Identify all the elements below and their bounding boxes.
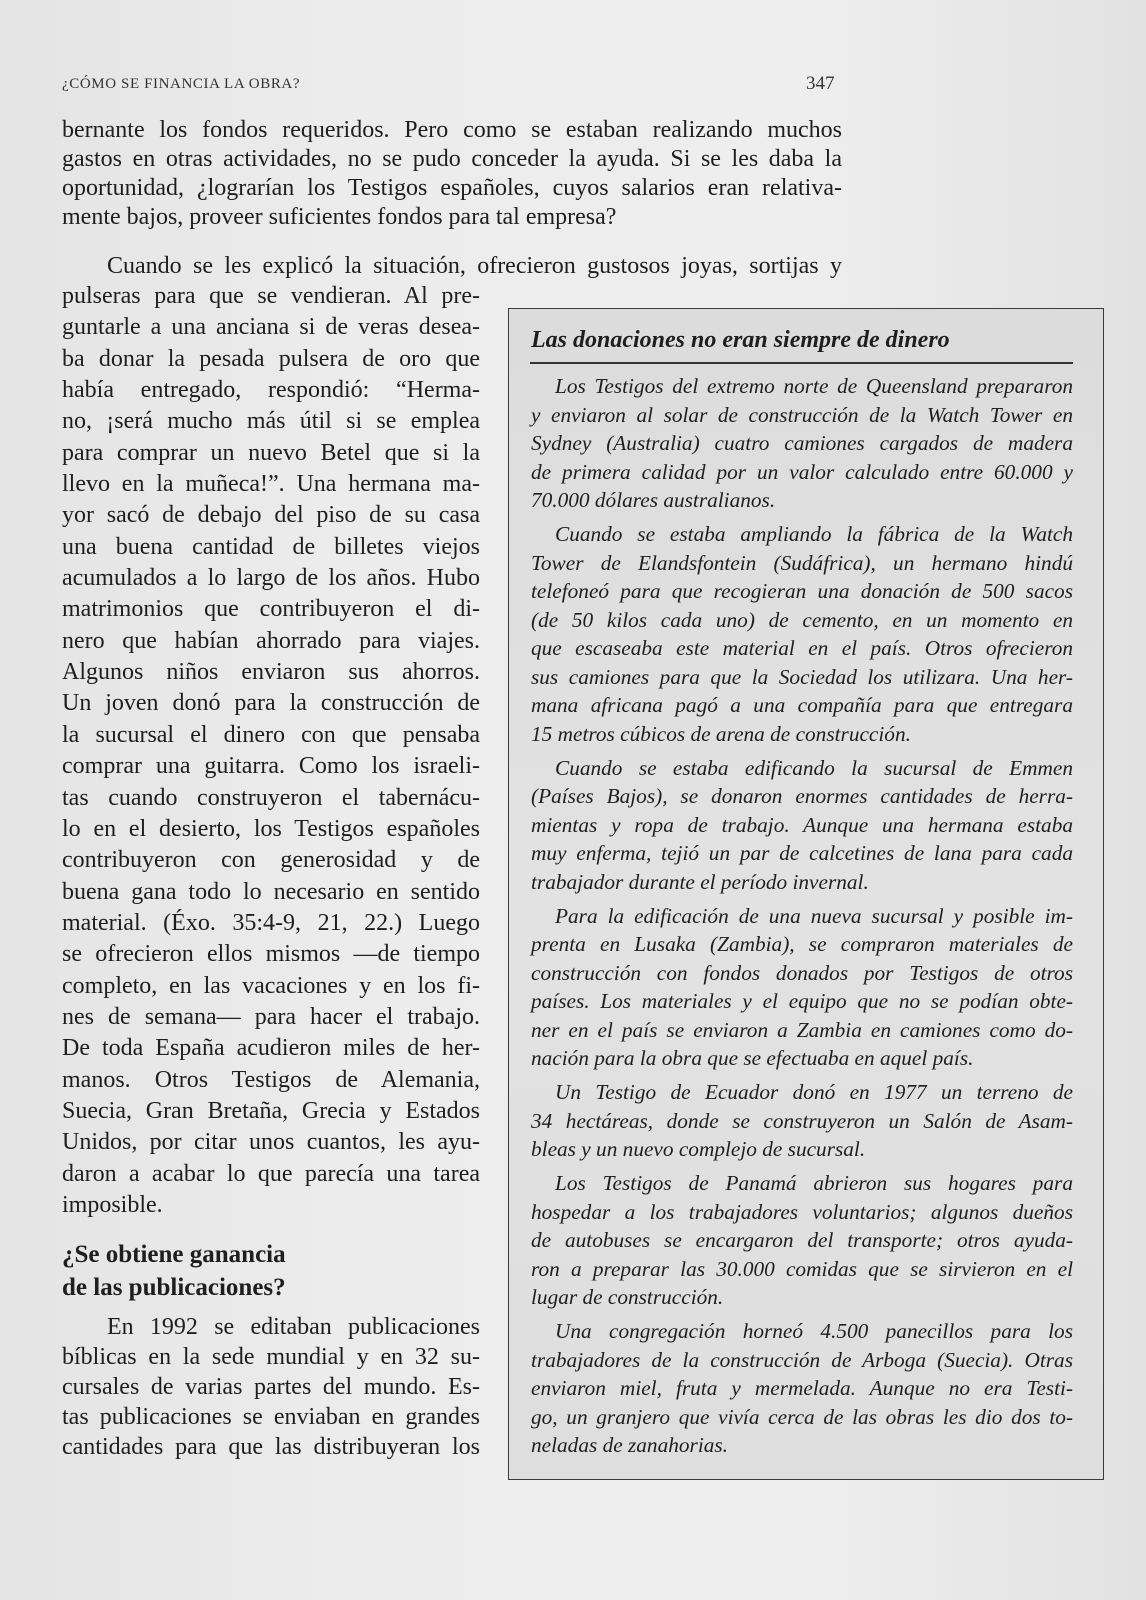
text-line: comprar una guitarra. Como los israeli- [62, 753, 480, 780]
text-line: contribuyeron con generosidad y de [62, 847, 480, 874]
text-line: ron a preparar las 30.000 comidas que se sirvieron en el [531, 1256, 1073, 1281]
text-line: tas cuando construyeron el tabernácu- [62, 784, 480, 811]
text-line: la sucursal el dinero con que pensaba [62, 721, 480, 748]
text-line: telefoneó para que recogieran una donación de 500 sacos [531, 579, 1073, 603]
text-line: 15 metros cúbicos de arena de construcción. [531, 721, 911, 746]
text-line: países. Los materiales y el equipo que no se podían obte- [531, 989, 1073, 1013]
text-line: Un joven donó para la construcción de [62, 690, 480, 717]
text-line: hospedar a los trabajadores voluntarios; algunos dueños [531, 1199, 1073, 1224]
text-line: nes de semana— para hacer el trabajo. [62, 1003, 480, 1030]
box-paragraph [531, 1078, 1073, 1164]
text-line: y enviaron al solar de construcción de la Watch Tower en [531, 402, 1073, 427]
text-line: De toda España acudieron miles de her- [62, 1035, 480, 1062]
text-line: En 1992 se editaban publicaciones [107, 1314, 480, 1340]
text-line: yor sacó de debajo del piso de su casa [62, 502, 480, 529]
text-line: gastos en otras actividades, no se pudo conceder la ayuda. Si se les daba la [62, 146, 842, 172]
box-body [531, 372, 1073, 1465]
text-line: lugar de construcción. [531, 1285, 724, 1309]
box-paragraph [531, 754, 1073, 897]
text-line: material. (Éxo. 35:4-9, 21, 22.) Luego [62, 909, 480, 936]
text-line: Algunos niños enviaron sus ahorros. [62, 659, 480, 686]
text-line: Para la edificación de una nueva sucursal y posible im- [555, 903, 1073, 928]
text-line: había entregado, respondió: “Herma- [62, 377, 480, 404]
text-line: nero que habían ahorrado para viajes. [62, 627, 480, 654]
paragraph-publications [62, 1312, 480, 1462]
text-line: bernante los fondos requeridos. Pero como se estaban realizando muchos [62, 117, 842, 143]
text-line: de primera calidad por un valor calculado entre 60.000 y [531, 459, 1073, 484]
text-line: mientas y ropa de trabajo. Aunque una hermana estaba [531, 812, 1073, 837]
text-line: matrimonios que contribuyeron el di- [62, 596, 480, 623]
text-line: Una congregación horneó 4.500 panecillos para los [555, 1319, 1073, 1343]
box-paragraph [531, 1317, 1073, 1460]
text-line: que escaseaba este material en el país. Otros ofrecieron [531, 636, 1073, 660]
text-line: Un Testigo de Ecuador donó en 1977 un terreno de [555, 1080, 1073, 1104]
text-line: acumulados a lo largo de los años. Hubo [62, 565, 480, 592]
text-line: para comprar un nuevo Betel que si la [62, 439, 480, 466]
text-line: ner en el país se enviaron a Zambia en camiones como do- [531, 1017, 1073, 1042]
text-line: Suecia, Gran Bretaña, Grecia y Estados [62, 1097, 480, 1124]
page-number: 347 [806, 73, 835, 94]
text-line: buena gana todo lo necesario en sentido [62, 878, 480, 905]
text-line: Cuando se estaba edificando la sucursal de Emmen [555, 755, 1073, 780]
text-line: Cuando se les explicó la situación, ofrecieron gustosos joyas, sortijas y [107, 253, 842, 279]
box-title: Las donaciones no eran siempre de dinero [531, 327, 950, 353]
text-line: Los Testigos del extremo norte de Queensland prepararon [555, 374, 1073, 398]
text-line: mente bajos, proveer suficientes fondos para tal empresa? [62, 204, 617, 230]
text-line: daron a acabar lo que parecía una tarea [62, 1160, 480, 1187]
text-line: sus camiones para que la Sociedad los utilizara. Una her- [531, 664, 1073, 689]
text-line: Los Testigos de Panamá abrieron sus hogares para [555, 1171, 1073, 1195]
text-line: go, un granjero que vivía cerca de las obras les dio dos to- [531, 1404, 1073, 1429]
text-line: trabajador durante el período invernal. [531, 869, 869, 894]
text-line: se ofrecieron ellos mismos —de tiempo [62, 941, 480, 968]
box-paragraph [531, 902, 1073, 1073]
box-paragraph [531, 520, 1073, 748]
text-line: trabajadores de la construcción de Arboga (Suecia). Otras [531, 1347, 1073, 1372]
text-line: Cuando se estaba ampliando la fábrica de la Watch [555, 522, 1073, 546]
text-line: prenta en Lusaka (Zambia), se compraron materiales de [531, 932, 1073, 956]
text-line: (de 50 kilos cada uno) de cemento, en un momento en [531, 607, 1073, 632]
running-header: ¿CÓMO SE FINANCIA LA OBRA? [62, 76, 301, 92]
text-line: de autobuses se encargaron del transporte; otros ayuda- [531, 1228, 1073, 1252]
text-line: Sydney (Australia) cuatro camiones cargados de madera [531, 431, 1073, 455]
text-line: cantidades para que las distribuyeran los [62, 1434, 480, 1460]
text-line: pulseras para que se vendieran. Al pre- [62, 283, 480, 309]
text-line: bleas y un nuevo complejo de sucursal. [531, 1137, 866, 1161]
text-line: lo en el desierto, los Testigos españoles [62, 815, 480, 842]
text-line: una buena cantidad de billetes viejos [62, 533, 480, 560]
text-line: tas publicaciones se enviaban en grandes [62, 1404, 480, 1430]
section-heading [62, 1238, 480, 1304]
text-line: de las publicaciones? [62, 1274, 286, 1301]
text-line: muy enferma, tejió un par de calcetines de lana para cada [531, 841, 1073, 865]
box-paragraph [531, 372, 1073, 515]
text-line: Unidos, por citar unos cuantos, les ayu- [62, 1129, 480, 1156]
text-line: mana africana pagó a una compañía para que entregara [531, 693, 1073, 717]
box-title-rule [530, 362, 1073, 364]
text-line: enviaron miel, fruta y mermelada. Aunque no era Testi- [531, 1376, 1073, 1400]
text-line: cursales de varias partes del mundo. Es- [62, 1374, 480, 1400]
text-line: imposible. [62, 1191, 163, 1218]
text-line: 34 hectáreas, donde se construyeron un Salón de Asam- [531, 1108, 1073, 1133]
text-line: no, ¡será mucho más útil si se emplea [62, 408, 480, 435]
text-line: llevo en la muñeca!”. Una hermana ma- [62, 471, 480, 498]
paragraph-intro [62, 116, 842, 232]
text-line: manos. Otros Testigos de Alemania, [62, 1066, 480, 1093]
text-line: ba donar la pesada pulsera de oro que [62, 345, 480, 372]
text-line: guntarle a una anciana si de veras desea- [62, 314, 480, 341]
text-line: oportunidad, ¿lograrían los Testigos españoles, cuyos salarios eran relativa- [62, 175, 842, 201]
text-line: bíblicas en la sede mundial y en 32 su- [62, 1344, 480, 1370]
sidebar-box [508, 308, 1104, 1480]
text-line: ¿Se obtiene ganancia [62, 1241, 286, 1268]
text-line: (Países Bajos), se donaron enormes cantidades de herra- [531, 784, 1073, 808]
text-line: completo, en las vacaciones y en los fi- [62, 972, 480, 999]
text-line: Tower de Elandsfontein (Sudáfrica), un hermano hindú [531, 550, 1073, 575]
box-paragraph [531, 1169, 1073, 1312]
text-line: 70.000 dólares australianos. [531, 488, 776, 512]
text-line: nación para la obra que se efectuaba en aquel país. [531, 1046, 974, 1070]
text-line: neladas de zanahorias. [531, 1433, 728, 1457]
text-line: construcción con fondos donados por Testigos de otros [531, 960, 1073, 985]
